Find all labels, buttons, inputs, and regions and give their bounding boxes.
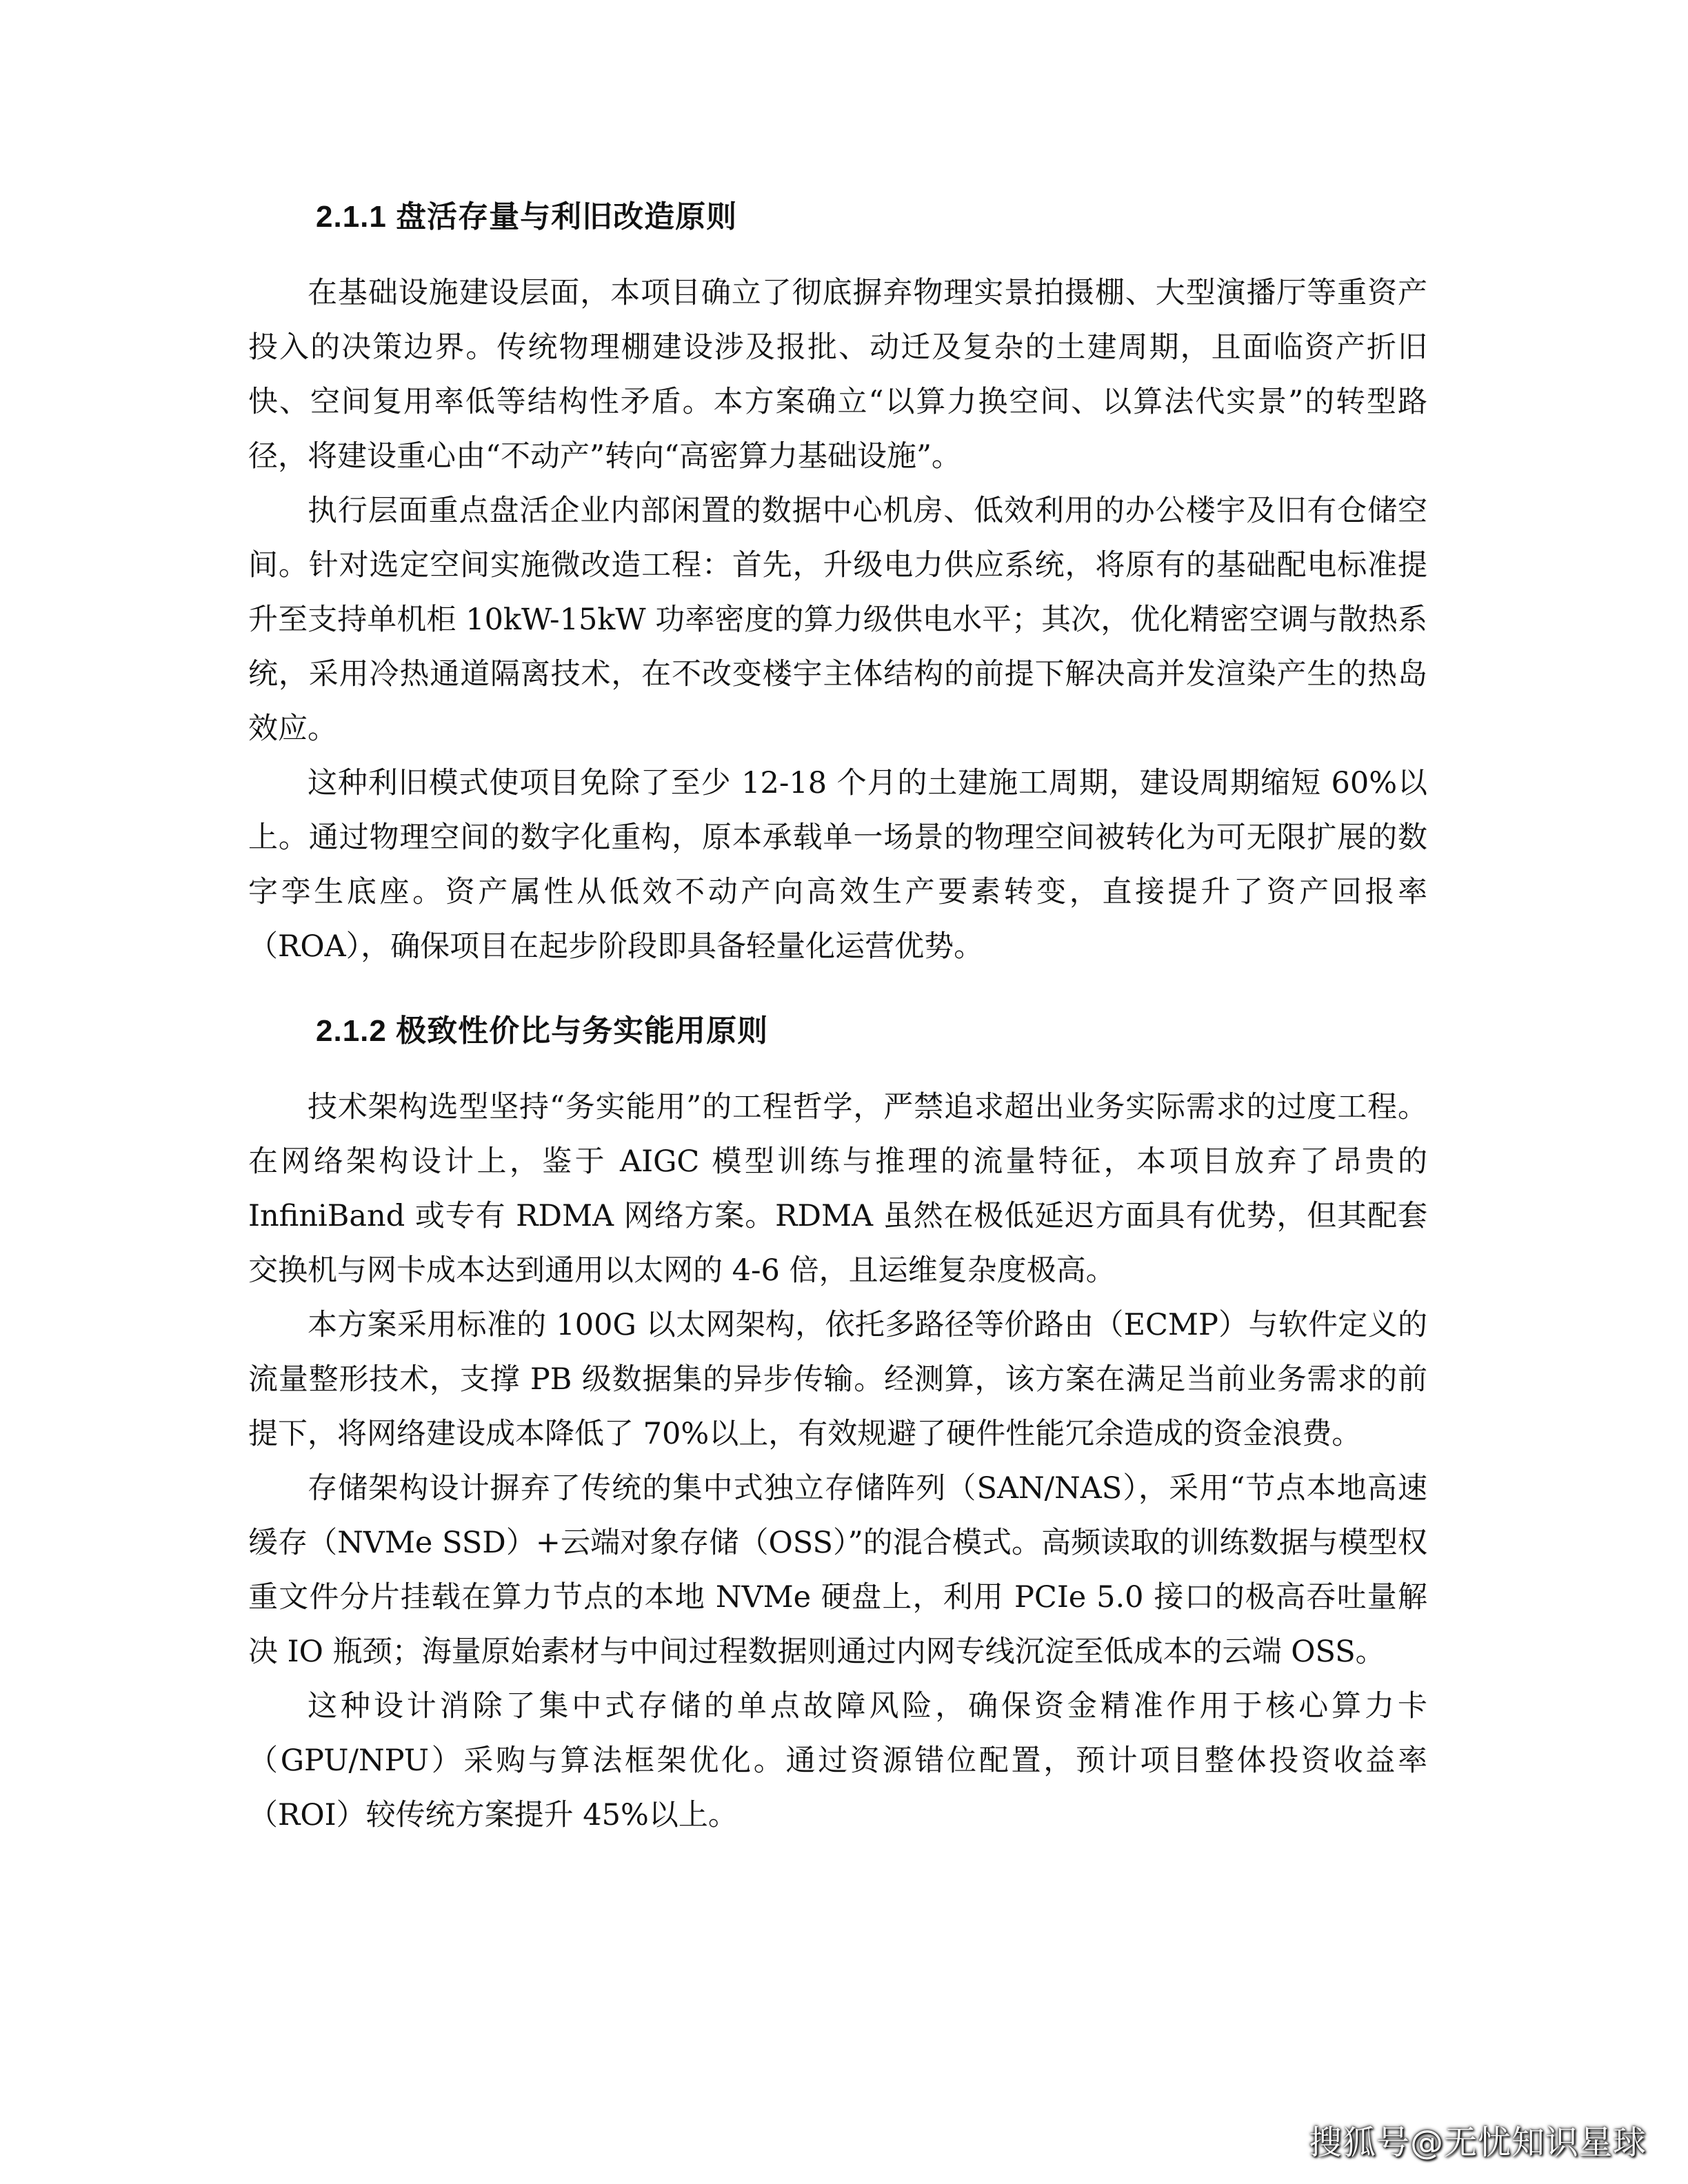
section-heading-2-1-1: 2.1.1 盘活存量与利旧改造原则 — [316, 200, 738, 234]
document-page — [248, 193, 1427, 1843]
paragraph: 这种利旧模式使项目免除了至少 12-18 个月的土建施工周期，建设周期缩短 60%以上。通过物理空间的数字化重构，原本承载单一场景的物理空间被转化为可无限扩展的数字孪生底座。资产属性从低效不动产向高效生产要素转变，直接提升了资产回报率（ROA），确保项目在起步阶段即具备轻量化运营优势。 — [248, 766, 1427, 964]
watermark-text: 搜狐号@无忧知识星球 — [1308, 2123, 1647, 2162]
paragraph: 这种设计消除了集中式存储的单点故障风险，确保资金精准作用于核心算力卡（GPU/NPU）采购与算法框架优化。通过资源错位配置，预计项目整体投资收益率（ROI）较传统方案提升 45%以上。 — [248, 1689, 1427, 1832]
paragraph: 本方案采用标准的 100G 以太网架构，依托多路径等价路由（ECMP）与软件定义的流量整形技术，支撑 PB 级数据集的异步传输。经测算，该方案在满足当前业务需求的前提下，将网络建设成本降低了 70%以上，有效规避了硬件性能冗余造成的资金浪费。 — [248, 1308, 1427, 1451]
paragraph: 技术架构选型坚持“务实能用”的工程哲学，严禁追求超出业务实际需求的过度工程。在网络架构设计上，鉴于 AIGC 模型训练与推理的流量特征，本项目放弃了昂贵的 InfiniBand 或专有 RDMA 网络方案。RDMA 虽然在极低延迟方面具有优势，但其配套交换机与网卡成本达到通用以太网的 4-6 倍，且运维复杂度极高。 — [248, 1090, 1427, 1288]
paragraph: 存储架构设计摒弃了传统的集中式独立存储阵列（SAN/NAS），采用“节点本地高速缓存（NVMe SSD）+云端对象存储（OSS）”的混合模式。高频读取的训练数据与模型权重文件分片挂载在算力节点的本地 NVMe 硬盘上，利用 PCIe 5.0 接口的极高吞吐量解决 IO 瓶颈；海量原始素材与中间过程数据则通过内网专线沉淀至低成本的云端 OSS。 — [248, 1471, 1427, 1669]
paragraph: 执行层面重点盘活企业内部闲置的数据中心机房、低效利用的办公楼宇及旧有仓储空间。针对选定空间实施微改造工程：首先，升级电力供应系统，将原有的基础配电标准提升至支持单机柜 10kW-15kW 功率密度的算力级供电水平；其次，优化精密空调与散热系统，采用冷热通道隔离技术，在不改变楼宇主体结构的前提下解决高并发渲染产生的热岛效应。 — [248, 494, 1427, 746]
section-heading-2-1-2: 2.1.2 极致性价比与务实能用原则 — [316, 1014, 769, 1048]
paragraph: 在基础设施建设层面，本项目确立了彻底摒弃物理实景拍摄棚、大型演播厅等重资产投入的决策边界。传统物理棚建设涉及报批、动迁及复杂的土建周期，且面临资产折旧快、空间复用率低等结构性矛盾。本方案确立“以算力换空间、以算法代实景”的转型路径，将建设重心由“不动产”转向“高密算力基础设施”。 — [248, 276, 1427, 474]
